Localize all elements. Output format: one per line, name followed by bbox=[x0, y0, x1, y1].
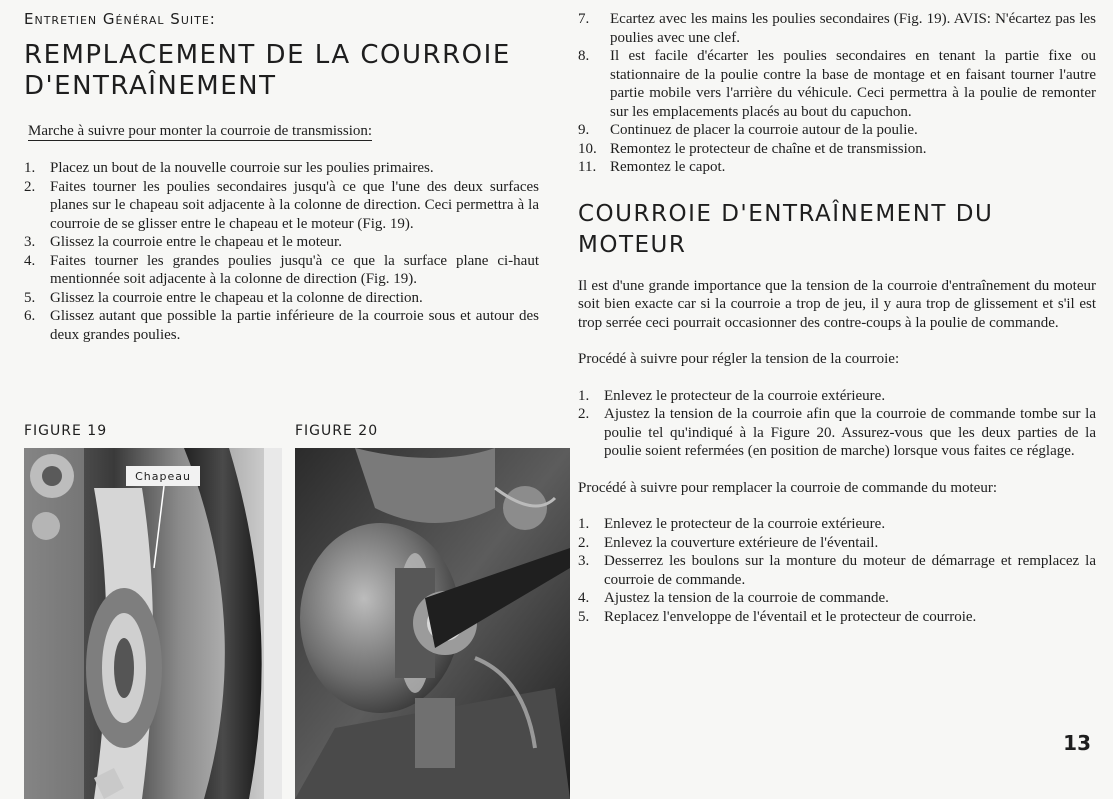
procedure-2-heading: Procédé à suivre pour remplacer la courroie de commande du moteur: bbox=[578, 479, 997, 496]
procedure-1-heading: Procédé à suivre pour régler la tension de la courroie: bbox=[578, 351, 900, 367]
section-title: COURROIE D'ENTRAÎNEMENT DU MOTEUR bbox=[578, 200, 994, 258]
list-item: 2. Enlevez la couverture extérieure de l'éventail. bbox=[578, 534, 879, 551]
list-item: 1. Enlevez le protecteur de la courroie extérieure. bbox=[578, 387, 886, 404]
page-title: REMPLACEMENT DE LA COURROIE D'ENTRAÎNEMENT bbox=[24, 40, 511, 101]
list-item: 2. Faites tourner les poulies secondaires jusqu'à ce que l'une des deux surfaces planes sur le chapeau soit adjacente à la colonne de direction. Ceci permettra à la courroie de se glisser entre le chapeau et le moteur (Fig. 19). bbox=[24, 178, 539, 232]
left-column bbox=[24, 10, 539, 344]
list-item: 5. Replacez l'enveloppe de l'éventail et le protecteur de courroie. bbox=[578, 608, 977, 625]
procedure-subhead: Marche à suivre pour monter la courroie de transmission: bbox=[28, 123, 373, 139]
install-steps-list bbox=[24, 159, 539, 344]
list-item: 10. Remontez le protecteur de chaîne et de transmission. bbox=[578, 140, 927, 157]
section-kicker: Entretien Général Suite: bbox=[24, 10, 216, 28]
list-item: 8. Il est facile d'écarter les poulies secondaires en tenant la partie fixe ou stationnaire de la poulie contre la base de montage et en faisant tourner l'autre partie mobile vers l'arrière du véhicule. Ceci permettra à la poulie de remonter sur les emplacements placés au bout du capuchon. bbox=[578, 48, 1096, 120]
install-steps-continued-list bbox=[578, 10, 1096, 177]
figure-19-callout: Chapeau bbox=[135, 470, 191, 483]
list-item: 4. Ajustez la tension de la courroie de commande. bbox=[578, 590, 889, 606]
list-item: 5. Glissez la courroie entre le chapeau et la colonne de direction. bbox=[24, 289, 423, 306]
right-column bbox=[578, 10, 1096, 626]
list-item: 1. Enlevez le protecteur de la courroie extérieure. bbox=[578, 516, 886, 532]
list-item: 3. Desserrez les boulons sur la monture du moteur de démarrage et remplacez la courroie de commande. bbox=[578, 553, 1096, 588]
figure-20-label: FIGURE 20 bbox=[295, 423, 379, 439]
figure-20-photo bbox=[295, 448, 570, 799]
list-item: 11. Remontez le capot. bbox=[578, 159, 726, 175]
list-item: 7. Ecartez avec les mains les poulies secondaires (Fig. 19). AVIS: N'écartez pas les poulies avec une clef. bbox=[578, 11, 1096, 46]
page-number: 13 bbox=[1063, 731, 1091, 755]
list-item: 9. Continuez de placer la courroie autour de la poulie. bbox=[578, 122, 918, 138]
figures-row bbox=[24, 423, 564, 799]
figure-19-photo bbox=[24, 448, 282, 799]
list-item: 1. Placez un bout de la nouvelle courroie sur les poulies primaires. bbox=[24, 160, 434, 176]
figure-19-label: FIGURE 19 bbox=[24, 423, 108, 439]
list-item: 6. Glissez autant que possible la partie inférieure de la courroie sous et autour des deux grandes poulies. bbox=[24, 308, 539, 343]
intro-paragraph: Il est d'une grande importance que la tension de la courroie d'entraînement du moteur soit bien exacte car si la courroie a trop de jeu, il y aura trop de glissement et s'il est trop serrée ceci pourrait occasionner des contre-coups à la poulie de commande. bbox=[578, 277, 1096, 331]
list-item: 2. Ajustez la tension de la courroie afin que la courroie de commande tombe sur la poulie tel qu'indiqué à la Figure 20. Assurez-vous que les deux parties de la poulie soient refermées (en position de marche) lorsque vous faites ce réglage. bbox=[578, 406, 1096, 459]
motor-pulley-photo-icon bbox=[295, 448, 570, 799]
tension-steps-list bbox=[578, 387, 1096, 461]
list-item: 3. Glissez la courroie entre le chapeau et le moteur. bbox=[24, 234, 342, 250]
pulley-photo-icon bbox=[24, 448, 282, 799]
list-item: 4. Faites tourner les grandes poulies jusqu'à ce que la surface plane ci-haut mentionnée soit adjacente à la colonne de direction (Fig. 19). bbox=[24, 252, 539, 287]
replace-steps-list bbox=[578, 515, 1096, 626]
